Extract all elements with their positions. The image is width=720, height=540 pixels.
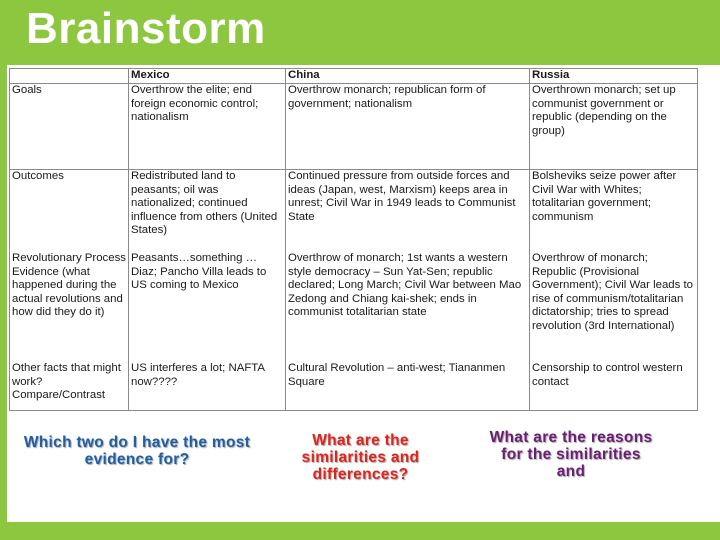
cell-russia-other: Censorship to control western contact: [530, 362, 698, 411]
panel-right-edge: [707, 65, 720, 522]
slide-title: Brainstorm: [26, 4, 266, 53]
table-row: [10, 170, 698, 253]
row-label-other-facts: Other facts that might work? Compare/Contrast: [10, 362, 129, 411]
row-label-revolutionary-process: Revolutionary Process Evidence (what happened during the actual revolutions and how did they do it): [10, 252, 129, 362]
cell-mexico-outcomes: Redistributed land to peasants; oil was nationalized; continued influence from others (United States): [129, 170, 286, 253]
table-row: [10, 362, 698, 411]
cell-china-other: Cultural Revolution – anti-west; Tiananmen Square: [286, 362, 530, 411]
cell-mexico-process: Peasants…something … Diaz; Pancho Villa leads to US coming to Mexico: [129, 252, 286, 362]
cell-russia-outcomes: Bolsheviks seize power after Civil War with Whites; totalitarian government; communism: [530, 170, 698, 253]
cell-china-goals: Overthrow monarch; republican form of government; nationalism: [286, 84, 530, 170]
header-russia: Russia: [530, 69, 698, 84]
header-china: China: [286, 69, 530, 84]
cell-russia-process: Overthrow of monarch; Republic (Provisional Government); Civil War leads to rise of communism/totalitarian dictatorship; tries to spread revolution (3rd International): [530, 252, 698, 362]
question-most-evidence: Which two do I have the most evidence for?: [23, 434, 251, 468]
row-label-goals: Goals: [10, 84, 129, 170]
cell-china-outcomes: Continued pressure from outside forces and ideas (Japan, west, Marxism) keeps area in unrest; Civil War in 1949 leads to Communist State: [286, 170, 530, 253]
cell-mexico-goals: Overthrow the elite; end foreign economic control; nationalism: [129, 84, 286, 170]
header-empty-cell: [10, 69, 129, 84]
cell-russia-goals: Overthrown monarch; set up communist government or republic (depending on the group): [530, 84, 698, 170]
table-header-row: [10, 69, 698, 84]
question-reasons-similarities: What are the reasons for the similarities and: [489, 429, 653, 480]
table-row: [10, 84, 698, 170]
table-row: [10, 252, 698, 362]
comparison-table: [9, 68, 698, 411]
row-label-outcomes: Outcomes: [10, 170, 129, 253]
cell-mexico-other: US interferes a lot; NAFTA now????: [129, 362, 286, 411]
cell-china-process: Overthrow of monarch; 1st wants a western style democracy – Sun Yat-Sen; republic declared; Long March; Civil War between Mao Zedong and Chiang kai-shek; ends in communist totalitarian state: [286, 252, 530, 362]
header-mexico: Mexico: [129, 69, 286, 84]
question-similarities-differences: What are the similarities and differences?: [301, 432, 420, 483]
